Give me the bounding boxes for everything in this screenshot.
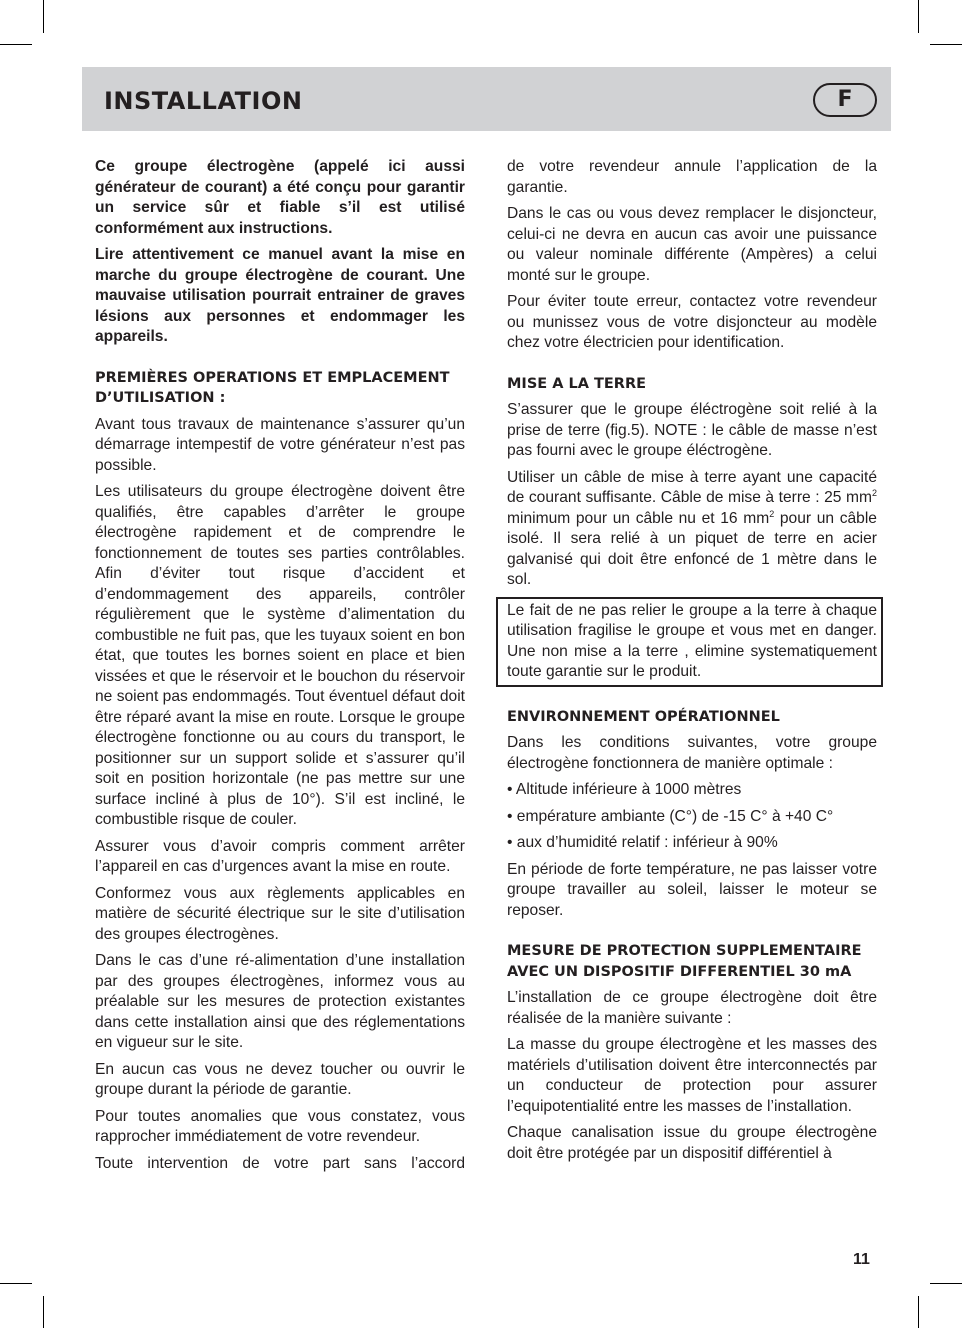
crop-mark: [43, 1296, 44, 1328]
section-heading: PREMIÈRES OPERATIONS ET EMPLACEMENT D’UTILISATION :: [95, 369, 450, 406]
body-paragraph: En aucun cas vous ne devez toucher ou ouvrir le groupe durant la période de garantie.: [95, 1060, 465, 1098]
body-paragraph: [507, 468, 877, 591]
body-paragraph: La masse du groupe électrogène et les masses des matériels d’utilisation doivent être interconnectés par un conducteur de protection pour assurer l’equipotentialité entre les masses de l’installation.: [507, 1036, 877, 1115]
bullet-item: • Altitude inférieure à 1000 mètres: [507, 781, 742, 798]
body-paragraph: Chaque canalisation issue du groupe électrogène doit être protégée par un dispositif différentiel à: [507, 1124, 877, 1162]
section-heading-protection: MESURE DE PROTECTION SUPPLEMENTAIRE AVEC UN DISPOSITIF DIFFERENTIEL 30 mA: [507, 943, 862, 980]
body-paragraph: S’assurer que le groupe éléctrogène soit relié à la prise de terre (fig.5). NOTE : le câble de masse n’est pas fourni avec le groupe éléctrogène.: [507, 401, 877, 459]
crop-mark: [930, 1283, 962, 1284]
crop-mark: [930, 44, 962, 45]
body-paragraph: Conformez vous aux règlements applicables en matière de sécurité électrique sur le site d’utilisation des groupes électrogènes.: [95, 884, 465, 943]
body-paragraph: Pour toutes anomalies que vous constatez, vous rapprocher immédiatement de votre revendeur.: [95, 1107, 465, 1145]
body-paragraph: Dans les conditions suivantes, votre groupe électrogène fonctionnera de manière optimale :: [507, 734, 877, 772]
body-paragraph: Assurer vous d’avoir compris comment arrêter l’appareil en cas d’urgences avant la mise en route.: [95, 837, 465, 875]
body-paragraph: Dans le cas d’une ré-alimentation d’une installation par des groupes électrogènes, informez vous au préalable sur les mesures de protection existantes dans cette installation ainsi que des réglementations en vigueur sur le site.: [95, 952, 465, 1051]
body-paragraph: Avant tous travaux de maintenance s’assurer qu’un démarrage intempestif de votre générateur n’est pas possible.: [95, 415, 465, 474]
earth-warning-box: [496, 597, 883, 687]
warning-text: Le fait de ne pas relier le groupe a la terre à chaque utilisation fragilise le groupe et vous met en danger. Une non mise a la terre , elimine systematiquement toute garantie sur le produit.: [507, 601, 877, 680]
text-fragment: minimum pour un câble nu et 16 mm: [507, 509, 770, 527]
crop-mark: [0, 1283, 32, 1284]
page-title: INSTALLATION: [104, 87, 303, 115]
crop-mark: [918, 1296, 919, 1328]
section-heading-environment: ENVIRONNEMENT OPÉRATIONNEL: [507, 708, 780, 725]
body-paragraph: Les utilisateurs du groupe électrogène doivent être qualifiés, être capables d’arrêter le groupe électrogène rapidement et de comprendre le fonctionnement de toutes ses parties contrôlables. Afin d’éviter tout risque d’accident et d’endommagement des appareils, contrôler régulièrement que le système d’alimentation du combustible ne fuit pas, que les tuyaux soient en bon état, que toutes les bornes soient en place et bien vissées et que le réservoir et le bouchon du réservoir ne soient pas endommagés. Tout éventuel défaut doit être réparé avant la mise en route. Lorsque le groupe électrogène fonctionne ou au cours du transport, le positionner sur un support solide et s’assurer qu’il soit en position horizontale (ne pas mettre sur une surface incliné à plus de 10°). S’il est incliné, le combustible risque de couler.: [95, 483, 465, 828]
right-column: [507, 157, 877, 1170]
crop-mark: [0, 44, 32, 45]
intro-paragraph: Ce groupe électrogène (appelé ici aussi générateur de courant) a été conçu pour garantir un service sûr et fiable s’il est utilisé conformément aux instructions.: [95, 158, 465, 237]
body-paragraph: L’installation de ce groupe électrogène doit être réalisée de la manière suivante :: [507, 989, 877, 1027]
section-heading-earth: MISE A LA TERRE: [507, 375, 647, 392]
language-badge: F: [813, 83, 877, 117]
body-paragraph: Toute intervention de votre part sans l’accord: [95, 1154, 465, 1172]
superscript: 2: [871, 487, 877, 498]
body-paragraph: de votre revendeur annule l’application de la garantie.: [507, 158, 877, 196]
text-fragment: pour un câble isolé. Il sera relié à un piquet de terre en acier galvanisé qui doit être enfoncé de 1 mètre dans le sol.: [507, 509, 877, 588]
header-banner: [82, 67, 891, 131]
intro-paragraph: Lire attentivement ce manuel avant la mise en marche du groupe électrogène de courant. Une mauvaise utilisation pourrait entrainer de graves lésions aux personnes et endommager les appareils.: [95, 246, 465, 345]
body-paragraph: En période de forte température, ne pas laisser votre groupe travailler au soleil, laisser le moteur se reposer.: [507, 860, 877, 919]
crop-mark: [918, 0, 919, 33]
superscript: 2: [769, 508, 775, 519]
page-number: 11: [853, 1251, 870, 1268]
left-column: [95, 157, 465, 1180]
body-paragraph: Dans le cas ou vous devez remplacer le disjoncteur, celui-ci ne devra en aucun cas avoir une puissance ou valeur nominale différente (Ampères) a celui monté sur le groupe.: [507, 205, 877, 284]
bullet-item: • aux d’humidité relatif : inférieur à 90%: [507, 834, 778, 851]
crop-mark: [43, 0, 44, 33]
bullet-item: • empérature ambiante (C°) de -15 C° à +40 C°: [507, 807, 834, 825]
text-fragment: Utiliser un câble de mise à terre ayant une capacité de courant suffisante. Câble de mise à terre : 25 mm: [507, 468, 877, 506]
body-paragraph: Pour éviter toute erreur, contactez votre revendeur ou munissez vous de votre disjoncteur au modèle chez votre électricien pour identification.: [507, 293, 877, 351]
